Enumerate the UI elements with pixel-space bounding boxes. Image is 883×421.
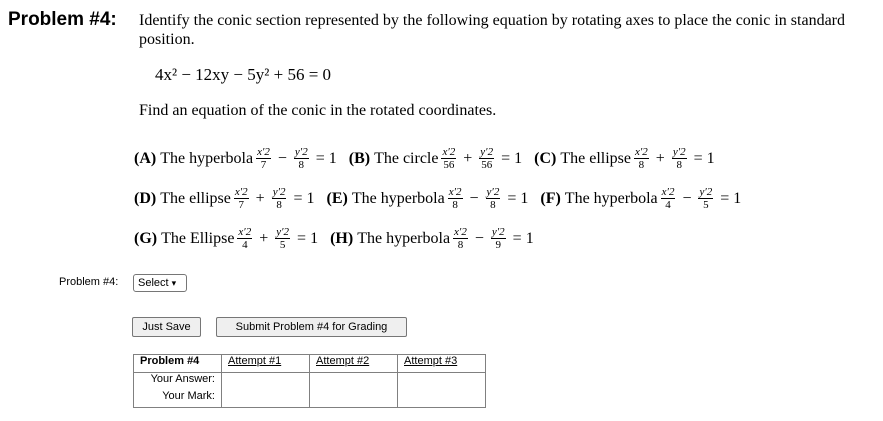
operator: + [463,149,473,167]
fraction-denominator: 9 [495,239,502,251]
problem-heading: Problem #4: [8,9,117,30]
fraction-numerator: y′2 [294,146,308,158]
fraction-y [672,146,687,171]
fraction-numerator: x′2 [234,186,248,198]
fraction-numerator: x′2 [448,186,462,198]
fraction-numerator: x′2 [238,226,252,238]
choice-text: The hyperbola [564,189,658,207]
answer-cell-3 [398,373,486,391]
fraction-denominator: 7 [238,199,244,211]
fraction-denominator: 8 [676,159,682,171]
answer-cell-1 [222,373,310,391]
fraction-x [453,226,468,251]
fraction-denominator: 56 [443,159,455,171]
fraction-denominator: 8 [490,199,496,211]
fraction-denominator: 5 [279,239,286,251]
fraction-numerator: y′2 [272,186,286,198]
operator: − [682,189,692,207]
choice-text: The circle [374,149,439,167]
choice-label: (C) [534,149,557,167]
fraction-y [479,146,494,171]
choice-label: (F) [540,189,561,207]
choice-text: The ellipse [160,189,231,207]
your-answer-label: Your Answer: [134,373,222,391]
fraction-numerator: x′2 [661,186,675,198]
instruction-text: Find an equation of the conic in the rotated coordinates. [139,102,497,119]
choice-h [330,226,538,251]
mark-cell-1 [222,390,310,408]
fraction-numerator: y′2 [480,146,494,158]
fraction-denominator: 7 [260,159,267,171]
fraction-numerator: x′2 [442,146,456,158]
fraction-numerator: x′2 [257,146,270,158]
operator: + [655,149,665,167]
attempts-table-header: Problem #4 [134,355,222,373]
your-mark-label: Your Mark: [134,390,222,408]
answer-select[interactable] [133,274,187,292]
fraction-denominator: 8 [638,159,645,171]
fraction-numerator: x′2 [454,226,467,238]
choice-label: (H) [330,229,354,247]
fraction-y [275,226,290,251]
equals-one: = 1 [501,149,523,167]
choice-f [540,186,745,211]
fraction-x [237,226,252,251]
fraction-denominator: 4 [665,199,671,211]
fraction-numerator: y′2 [672,146,686,158]
fraction-denominator: 8 [457,239,464,251]
problem-prompt: Identify the conic section represented by the following equation by rotating axes to place the conic in standard position. [139,12,845,48]
equals-one: = 1 [693,149,715,167]
mark-cell-2 [310,390,398,408]
choice-d [134,186,319,211]
choice-label: (E) [326,189,348,207]
choice-text: The hyperbola [357,229,451,247]
fraction-denominator: 8 [276,199,282,211]
operator: − [474,229,484,247]
attempts-table [133,354,486,408]
equals-one: = 1 [315,149,337,167]
fraction-numerator: x′2 [634,146,648,158]
equals-one: = 1 [720,189,742,207]
operator: − [277,149,287,167]
choice-row-3 [134,226,538,251]
fraction-x [234,186,249,211]
equals-one: = 1 [512,229,534,247]
choice-label: (D) [134,189,157,207]
answer-select-value: Select [138,277,169,289]
attempt-2-link[interactable]: Attempt #2 [310,355,398,373]
answer-label: Problem #4: [59,276,119,288]
fraction-y [491,226,506,251]
choice-b [349,146,526,171]
fraction-x [448,186,463,211]
choice-row-1 [134,146,719,171]
conic-equation: 4x² − 12xy − 5y² + 56 = 0 [155,65,332,84]
fraction-x [256,146,271,171]
choice-e [327,186,533,211]
choice-text: The hyperbola [351,189,445,207]
fraction-denominator: 8 [452,199,458,211]
equals-one: = 1 [293,189,315,207]
fraction-numerator: y′2 [276,226,290,238]
equals-one: = 1 [297,229,319,247]
choice-c [534,146,719,171]
choice-label: (B) [348,149,371,167]
fraction-denominator: 56 [481,159,493,171]
operator: − [469,189,479,207]
choice-g [134,226,322,251]
fraction-numerator: y′2 [486,186,500,198]
choice-text: The Ellipse [161,229,235,247]
equals-one: = 1 [507,189,529,207]
choice-label: (A) [134,149,157,167]
fraction-y [698,186,713,211]
fraction-x [661,186,676,211]
fraction-x [441,146,456,171]
fraction-numerator: y′2 [699,186,713,198]
fraction-denominator: 4 [242,239,248,251]
choice-text: The hyperbola [160,149,254,167]
fraction-y [486,186,501,211]
choice-row-2 [134,186,745,211]
choice-label: (G) [134,229,158,247]
fraction-numerator: y′2 [491,226,505,238]
answer-cell-2 [310,373,398,391]
operator: + [259,229,269,247]
just-save-button[interactable]: Just Save [132,317,201,337]
choice-a [134,146,341,171]
fraction-y [294,146,309,171]
choice-text: The ellipse [560,149,631,167]
submit-button[interactable]: Submit Problem #4 for Grading [216,317,407,337]
attempt-3-link[interactable]: Attempt #3 [398,355,486,373]
fraction-y [272,186,287,211]
fraction-x [634,146,649,171]
mark-cell-3 [398,390,486,408]
operator: + [255,189,265,207]
fraction-denominator: 5 [703,199,709,211]
fraction-denominator: 8 [298,159,305,171]
attempt-1-link[interactable]: Attempt #1 [222,355,310,373]
chevron-down-icon: ▾ [171,277,177,288]
